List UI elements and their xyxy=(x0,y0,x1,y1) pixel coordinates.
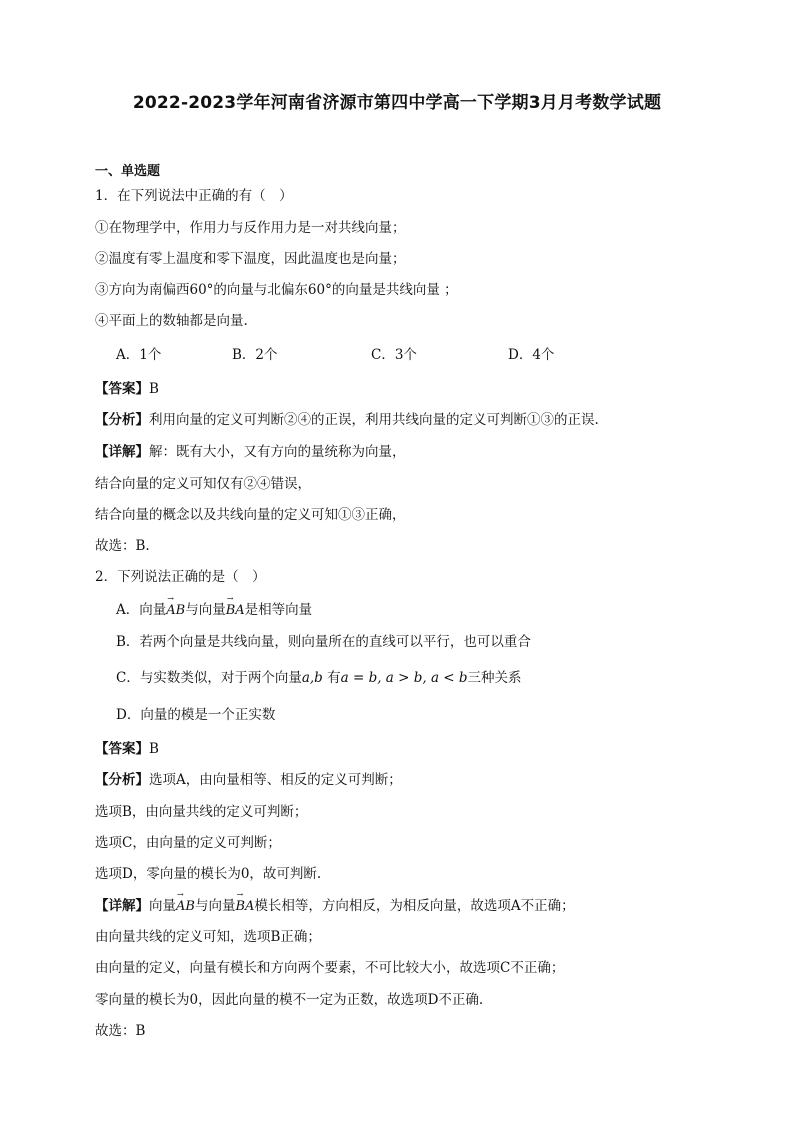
q1-detail-line-4: 故选：B. xyxy=(95,538,150,554)
q1-detail-line-3: 结合向量的概念以及共线向量的定义可知①③正确， xyxy=(95,507,406,523)
option-c-relations: a = b, a > b, a < b xyxy=(340,670,468,686)
q1-choice-d: D．4个 xyxy=(508,347,555,363)
q1-item-2: ②温度有零上温度和零下温度，因此温度也是向量； xyxy=(95,251,406,267)
option-a-prefix: A．向量 xyxy=(116,602,167,618)
q1-item-3: ③方向为南偏西60°的向量与北偏东60°的向量是共线向量 ； xyxy=(95,282,458,298)
q2-option-a xyxy=(116,594,313,620)
vector-ab xyxy=(176,890,195,916)
q1-answer xyxy=(95,380,159,398)
vector-arrow-icon: → xyxy=(226,594,234,603)
q1-choice-a: A．1个 xyxy=(116,347,162,363)
answer-value: B xyxy=(149,381,159,397)
vector-ba-label: BA xyxy=(235,899,255,914)
option-a-suffix: 是相等向量 xyxy=(244,602,313,618)
q2-option-c xyxy=(116,669,522,687)
option-c-vectors: a,b xyxy=(301,670,323,686)
analysis-tag: 【分析】 xyxy=(95,772,149,788)
q2-analysis-line-4: 选项D，零向量的模长为0，故可判断. xyxy=(95,866,322,882)
answer-value: B xyxy=(149,741,159,757)
vector-ba-label: BA xyxy=(225,603,245,618)
vector-ba xyxy=(235,890,255,916)
analysis-text: 利用向量的定义可判断②④的正误，利用共线向量的定义可判断①③的正误. xyxy=(149,412,599,428)
answer-tag: 【答案】 xyxy=(95,741,149,757)
analysis-text: 选项A，由向量相等、相反的定义可判断； xyxy=(149,772,402,788)
vector-arrow-icon: → xyxy=(177,890,184,899)
q1-item-1: ①在物理学中，作用力与反作用力是一对共线向量； xyxy=(95,220,406,236)
q2-detail-line-4: 零向量的模长为0，因此向量的模不一定为正数，故选项D不正确. xyxy=(95,992,484,1008)
q1-stem: 1．在下列说法中正确的有（ ） xyxy=(95,188,293,204)
q2-detail-line-5: 故选：B xyxy=(95,1023,146,1039)
q1-detail-line-2: 结合向量的定义可知仅有②④错误， xyxy=(95,476,311,492)
q2-option-d: D．向量的模是一个正实数 xyxy=(116,707,276,723)
vector-ab-label: AB xyxy=(176,899,195,914)
detail-middle: 与向量 xyxy=(194,898,236,914)
vector-arrow-icon: → xyxy=(236,890,244,899)
analysis-tag: 【分析】 xyxy=(95,412,149,428)
q1-choices xyxy=(116,346,554,364)
detail-text: 解：既有大小，又有方向的量统称为向量， xyxy=(149,444,406,460)
q2-analysis-line-2: 选项B，由向量共线的定义可判断； xyxy=(95,804,308,820)
vector-ba xyxy=(225,594,245,620)
option-c-middle: 有 xyxy=(322,670,341,686)
q2-analysis-line-3: 选项C，由向量的定义可判断； xyxy=(95,835,281,851)
q1-detail-line-1 xyxy=(95,443,406,461)
detail-prefix: 向量 xyxy=(149,898,176,914)
detail-suffix: 模长相等，方向相反，为相反向量，故选项A不正确； xyxy=(254,898,575,914)
q1-item-4: ④平面上的数轴都是向量. xyxy=(95,313,248,329)
option-c-suffix: 三种关系 xyxy=(467,670,522,686)
section-heading: 一、单选题 xyxy=(95,164,161,179)
detail-tag: 【详解】 xyxy=(95,444,149,460)
q2-answer xyxy=(95,740,159,758)
q1-choice-c: C．3个 xyxy=(371,347,417,363)
answer-tag: 【答案】 xyxy=(95,381,149,397)
q2-detail-line-2: 由向量共线的定义可知，选项B正确； xyxy=(95,929,321,945)
vector-ab xyxy=(166,594,186,620)
q2-analysis-line-1 xyxy=(95,771,402,789)
option-c-prefix: C．与实数类似，对于两个向量 xyxy=(116,670,302,686)
q1-choice-b: B．2个 xyxy=(232,347,278,363)
detail-tag: 【详解】 xyxy=(95,898,149,914)
vector-ab-label: AB xyxy=(166,603,186,618)
option-a-middle: 与向量 xyxy=(185,602,226,618)
vector-arrow-icon: → xyxy=(167,594,174,603)
q2-detail-line-1 xyxy=(95,890,575,916)
q2-detail-line-3: 由向量的定义，向量有模长和方向两个要素，不可比较大小，故选项C不正确； xyxy=(95,960,565,976)
page-title: 2022-2023学年河南省济源市第四中学高一下学期3月月考数学试题 xyxy=(132,93,662,113)
q1-analysis xyxy=(95,411,599,429)
q2-stem: 2．下列说法正确的是（ ） xyxy=(95,569,266,585)
q2-option-b: B．若两个向量是共线向量，则向量所在的直线可以平行，也可以重合 xyxy=(116,634,531,650)
